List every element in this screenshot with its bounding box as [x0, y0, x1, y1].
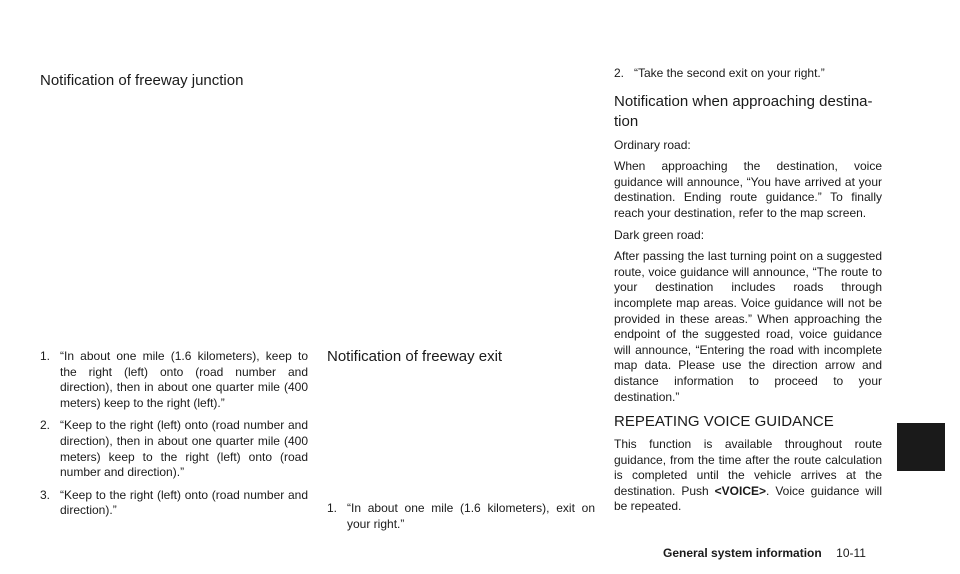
list-text: “Keep to the right (left) onto (road number and direction).” [60, 487, 308, 518]
heading-freeway-exit: Notification of freeway exit [327, 348, 503, 365]
repeat-text-a: This function is available throughout route guidance, from the time after the route calculation is completed until the vehicle arrives at the destination. Push [614, 437, 882, 498]
list-item [40, 349, 308, 411]
section-tab-marker [897, 423, 945, 471]
list-number: 3. [40, 487, 51, 502]
page-number: 10-11 [836, 546, 866, 560]
repeat-text-b: . Voice guidance will be repeated. [614, 483, 882, 514]
footer-section-title: General system information [663, 546, 822, 560]
column-3 [614, 66, 882, 515]
repeating-voice-text [614, 437, 882, 515]
list-text: “Keep to the right (left) onto (road number and direction), then in about one quarter mile (400 meters) keep to the right (left) onto (road number and direction).” [60, 418, 308, 480]
voice-key-label: <VOICE> [714, 483, 767, 498]
list-text: “In about one mile (1.6 kilometers), keep to the right (left) onto (road number and direction), then in about one quarter mile (400 meters) keep to the right (left).” [60, 349, 308, 410]
ordinary-road-label: Ordinary road: [614, 137, 691, 152]
list-text: “Take the second exit on your right.” [634, 66, 825, 80]
list-item [40, 418, 308, 480]
list-number: 1. [327, 501, 338, 515]
heading-repeating-voice-guidance: REPEATING VOICE GUIDANCE [614, 413, 834, 431]
ordinary-road-text: When approaching the destination, voice guidance will announce, “You have arrived at your destination. Ending route guidance.” To finally reach your destination, refer to the map screen. [614, 159, 882, 220]
heading-freeway-junction: Notification of freeway junction [40, 72, 244, 89]
list-item [614, 66, 882, 82]
exit-list [327, 501, 595, 539]
list-item [327, 501, 595, 532]
page-footer [663, 544, 866, 562]
junction-list [40, 349, 308, 526]
list-number: 1. [40, 349, 51, 363]
heading-approaching-destination: Notification when approaching destina-tion [614, 92, 873, 130]
list-text: “In about one mile (1.6 kilometers), exit on your right.” [347, 501, 595, 531]
list-number: 2. [40, 418, 51, 433]
dark-green-road-text: After passing the last turning point on a suggested route, voice guidance will announce, “The route to your destination includes roads through incomplete map areas. Voice guidance will not be provided in these areas.” When approaching the endpoint of the suggested road, voice guidance will announce, “Entering the road with incomplete map data. Please use the direction arrow and distance information to proceed to your destination.” [614, 249, 882, 404]
list-number: 2. [614, 66, 625, 80]
list-item [40, 488, 308, 519]
dark-green-road-label: Dark green road: [614, 227, 705, 242]
junction-illustration [40, 100, 308, 335]
exit-illustration [327, 374, 595, 494]
